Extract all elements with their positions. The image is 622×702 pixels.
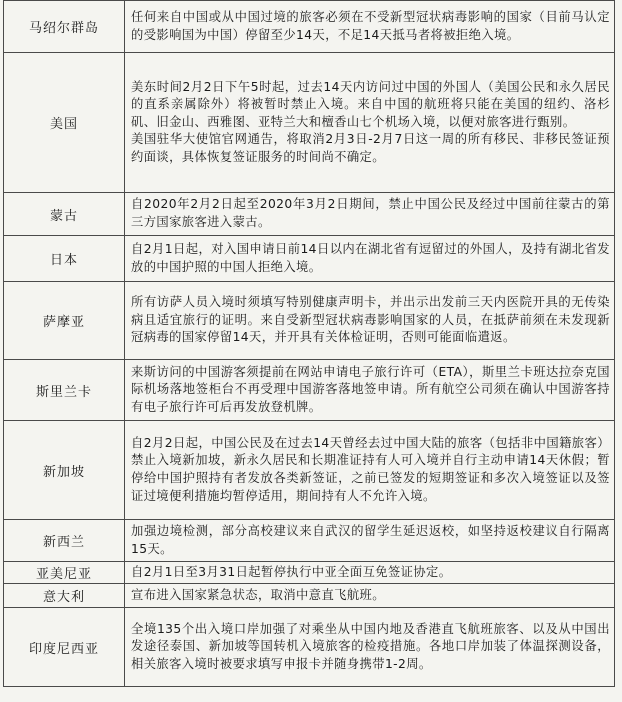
policy-cell [125, 562, 615, 584]
policy-text: 自2月2日起，中国公民及在过去14天曾经去过中国大陆的旅客（包括非中国籍旅客）禁止入境新加坡，新永久居民和长期准证持有人可入境并自行主动申请14天休假；暂停给中国护照持有者发放各类新签证，之前已签发的短期签证和多次入境签证以及签证过境便利措施均暂停适用，期间持有人不允许入境。 [131, 435, 610, 503]
table-row [4, 282, 615, 360]
policy-cell [125, 236, 615, 282]
country-cell: 亚美尼亚 [4, 562, 125, 584]
country-cell: 蒙古 [4, 193, 125, 236]
country-cell: 新加坡 [4, 421, 125, 520]
policy-cell [125, 193, 615, 236]
policy-cell [125, 608, 615, 687]
policy-cell [125, 1, 615, 53]
table-row [4, 1, 615, 53]
policy-cell [125, 360, 615, 421]
table-row [4, 53, 615, 193]
policy-cell [125, 282, 615, 360]
travel-restrictions-table [3, 0, 615, 687]
table-row [4, 193, 615, 236]
country-cell: 斯里兰卡 [4, 360, 125, 421]
country-cell: 马绍尔群岛 [4, 1, 125, 53]
policy-text: 自2020年2月2日起至2020年3月2日期间，禁止中国公民及经过中国前往蒙古的第三方国家旅客进入蒙古。 [131, 197, 610, 229]
country-cell: 萨摩亚 [4, 282, 125, 360]
table-row [4, 360, 615, 421]
country-cell: 美国 [4, 53, 125, 193]
policy-text: 所有访萨人员入境时须填写特别健康声明卡，并出示出发前三天内医院开具的无传染病且适宜旅行的证明。来自受新型冠状病毒影响国家的人员，在抵萨前须在未发现新冠病毒的国家停留14天，并开具有关体检证明，否则可能面临遣返。 [131, 295, 610, 345]
policy-text: 加强边境检测，部分高校建议来自武汉的留学生延迟返校，如坚持返校建议自行隔离15天。 [131, 523, 610, 556]
policy-text: 任何来自中国或从中国过境的旅客必须在不受新型冠状病毒影响的国家（目前马认定的受影响国为中国）停留至少14天，不足14天抵马者将被拒绝入境。 [131, 9, 610, 42]
policy-text: 全境135个出入境口岸加强了对乘坐从中国内地及香港直飞航班旅客、以及从中国出发途径泰国、新加坡等国转机入境旅客的检疫措施。各地口岸加装了体温探测设备，相关旅客入境时被要求填写申报卡并随身携带1-2周。 [131, 621, 610, 671]
table-row [4, 608, 615, 687]
country-cell: 新西兰 [4, 520, 125, 562]
policy-text: 自2月1日起，对入国申请日前14日以内在湖北省有逗留过的外国人，及持有湖北省发放的中国护照的中国人拒绝入境。 [131, 241, 610, 274]
policy-text: 宣布进入国家紧急状态，取消中意直飞航班。 [131, 587, 385, 602]
table-row [4, 421, 615, 520]
country-cell: 意大利 [4, 584, 125, 608]
policy-text: 来斯访问的中国游客须提前在网站申请电子旅行许可（ETA），斯里兰卡班达拉奈克国际机场落地签柜台不再受理中国游客落地签申请。所有航空公司须在确认中国游客持有电子旅行许可后再发放登机牌。 [131, 364, 610, 414]
table-row [4, 520, 615, 562]
policy-cell [125, 53, 615, 193]
policy-text: 自2月1日至3月31日起暂停执行中亚全面互免签证协定。 [131, 564, 452, 579]
table-row [4, 562, 615, 584]
country-cell: 日本 [4, 236, 125, 282]
policy-text: 美东时间2月2日下午5时起，过去14天内访问过中国的外国人（美国公民和永久居民的直系亲属除外）将被暂时禁止入境。来自中国的航班将只能在美国的纽约、洛杉矶、旧金山、西雅图、亚特兰大和檀香山七个机场入境，以便对旅客进行甄别。 [131, 79, 610, 129]
policy-text: 美国驻华大使馆官网通告，将取消2月3日-2月7日这一周的所有移民、非移民签证预约面谈，具体恢复签证服务的时间尚不确定。 [131, 132, 610, 164]
policy-cell [125, 584, 615, 608]
policy-cell [125, 520, 615, 562]
policy-cell [125, 421, 615, 520]
country-cell: 印度尼西亚 [4, 608, 125, 687]
table-row [4, 584, 615, 608]
table-row [4, 236, 615, 282]
